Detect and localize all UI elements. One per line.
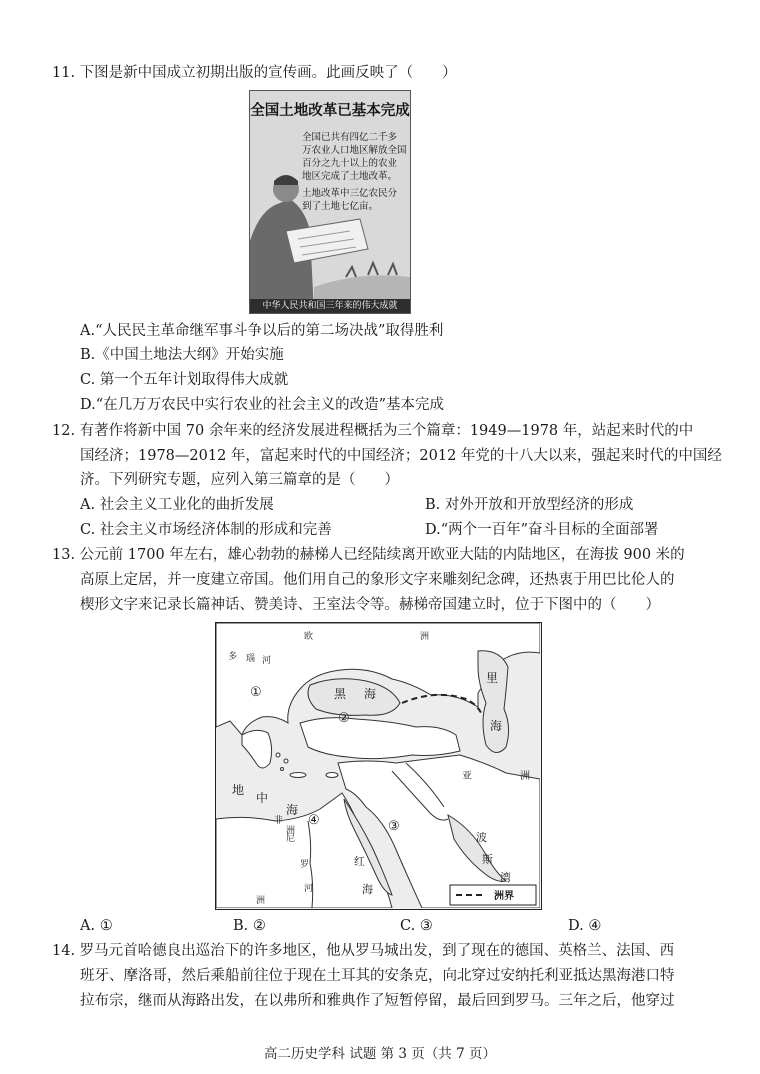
- label-caspian-a: 里: [486, 671, 499, 685]
- label-med-a: 地: [232, 783, 245, 797]
- q13-stem-line-3: 楔形文字来记录长篇神话、赞美诗、王室法令等。赫梯帝国建立时，位于下图中的（ ）: [80, 597, 660, 613]
- label-danube-c: 河: [262, 656, 272, 666]
- label-nile-c: 河: [304, 884, 314, 894]
- page-footer: 高二历史学科 试题 第 3 页（共 7 页）: [264, 1046, 496, 1062]
- q12-option-b: B. 对外开放和开放型经济的形成: [425, 497, 634, 513]
- label-asia-a: 亚: [462, 771, 472, 782]
- label-africa-c: 洲: [256, 896, 266, 906]
- marker-4: ④: [308, 813, 320, 828]
- q11-option-a: A.“人民民主革命继军事斗争以后的第二场决战”取得胜利: [80, 323, 444, 339]
- q12-stem-line-1: 12. 有著作将新中国 70 余年来的经济发展进程概括为三个篇章：1949—1978 年，站起来时代的中: [52, 423, 694, 439]
- label-red-sea-a: 红: [354, 855, 365, 868]
- label-nile-b: 罗: [300, 860, 310, 870]
- label-persian-b: 斯: [482, 853, 493, 866]
- label-persian-a: 波: [476, 831, 487, 844]
- poster-title: 全国土地改革已基本完成: [250, 103, 410, 119]
- q12-option-a: A. 社会主义工业化的曲折发展: [80, 497, 274, 513]
- label-africa-b: 洲: [286, 826, 296, 836]
- q12-stem-line-3: 济。下列研究专题，应列入第三篇章的是（ ）: [80, 472, 399, 488]
- legend-label: 洲界: [494, 891, 514, 902]
- q11-option-c: C. 第一个五年计划取得伟大成就: [80, 372, 289, 388]
- label-europe-a: 欧: [304, 632, 314, 642]
- label-med-c: 海: [286, 803, 299, 817]
- q11-stem: 11. 下图是新中国成立初期出版的宣传画。此画反映了（ ）: [52, 65, 457, 81]
- q13-map: [215, 622, 542, 910]
- marker-2: ②: [338, 711, 350, 726]
- label-danube-a: 多: [228, 652, 238, 662]
- marker-1: ①: [250, 685, 262, 700]
- label-africa-a: 非: [274, 816, 284, 826]
- q13-option-d: D. ④: [568, 918, 602, 934]
- q14-stem-line-3: 拉布宗，继而从海路出发，在以弗所和雅典作了短暂停留，最后回到罗马。三年之后，他穿过: [80, 993, 675, 1009]
- label-europe-b: 洲: [420, 632, 430, 642]
- label-asia-b: 洲: [520, 771, 530, 782]
- q14-stem-line-2: 班牙、摩洛哥，然后乘船前往位于现在土耳其的安条克，向北穿过安纳托利亚抵达黑海港口特: [80, 968, 675, 984]
- poster-text: 全国已共有四亿二千多 万农业人口地区解放全国 百分之九十以上的农业 地区完成了土地改革。 土地改革中三亿农民分 到了土地七亿亩。: [302, 132, 407, 212]
- q13-stem-line-2: 高原上定居，并一度建立帝国。他们用自己的象形文字来雕刻纪念碑，还热衷于用巴比伦人的: [80, 572, 675, 588]
- label-danube-b: 瑙: [246, 654, 256, 664]
- q14-stem-line-1: 14. 罗马元首哈德良出巡治下的许多地区，他从罗马城出发，到了现在的德国、英格兰、法国、西: [52, 943, 675, 959]
- q13-stem-line-1: 13. 公元前 1700 年左右，雄心勃勃的赫梯人已经陆续离开欧亚大陆的内陆地区，在海拔 900 米的: [52, 547, 685, 563]
- q12-stem-line-2: 国经济；1978—2012 年，富起来时代的中国经济；2012 年党的十八大以来，强起来时代的中国经: [80, 448, 722, 464]
- marker-3: ③: [388, 819, 400, 834]
- label-red-sea-b: 海: [362, 883, 373, 896]
- q11-option-b: B.《中国土地法大纲》开始实施: [80, 347, 284, 363]
- label-nile-a: 尼: [286, 834, 296, 844]
- q13-option-a: A. ①: [80, 918, 113, 934]
- q11-propaganda-poster: [249, 90, 411, 314]
- label-black-sea-a: 黑: [334, 687, 347, 701]
- q12-option-c: C. 社会主义市场经济体制的形成和完善: [80, 522, 332, 538]
- q11-option-d: D.“在几万万农民中实行农业的社会主义的改造”基本完成: [80, 397, 445, 413]
- poster-caption: 中华人民共和国三年来的伟大成就: [262, 301, 398, 311]
- q12-option-d: D.“两个一百年”奋斗目标的全面部署: [425, 522, 659, 538]
- q13-option-c: C. ③: [400, 918, 433, 934]
- q13-option-b: B. ②: [233, 918, 266, 934]
- label-black-sea-b: 海: [364, 687, 377, 701]
- label-persian-c: 湾: [500, 871, 511, 884]
- label-caspian-b: 海: [490, 719, 503, 733]
- label-med-b: 中: [256, 791, 269, 805]
